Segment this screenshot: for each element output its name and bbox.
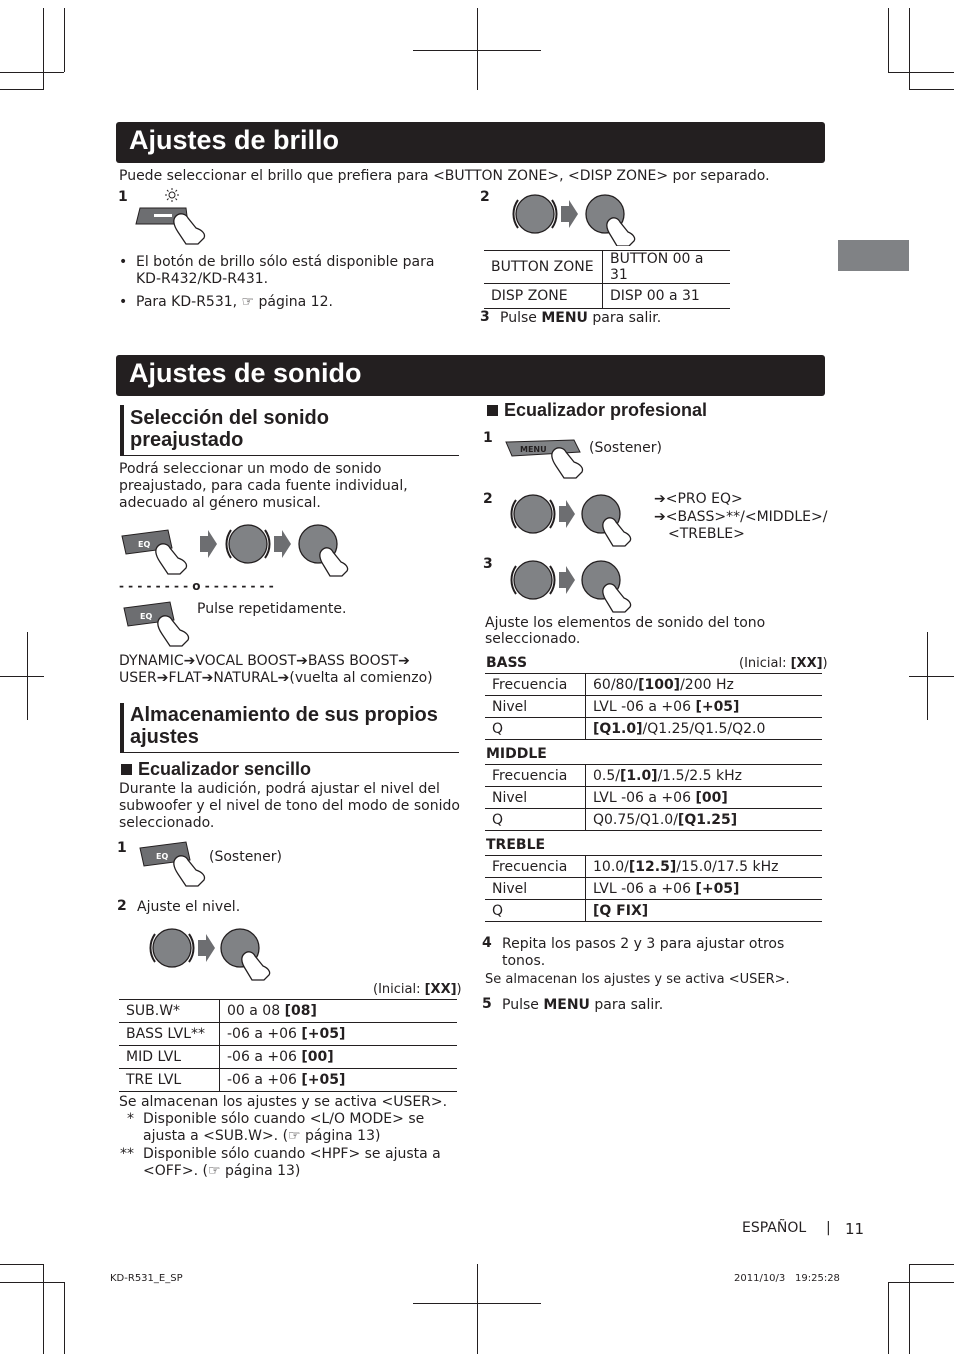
eq-text: EQ bbox=[140, 612, 153, 621]
arrow-right-icon bbox=[198, 934, 215, 962]
brillo-title: Ajustes de brillo bbox=[129, 125, 340, 155]
table-cell: Frecuencia bbox=[485, 674, 586, 696]
table-cell: Q bbox=[485, 809, 586, 831]
menu-label: MENU bbox=[541, 310, 588, 326]
text: [1.0] bbox=[619, 767, 658, 784]
table-row bbox=[485, 900, 822, 922]
or-separator: - - - - - - - - o - - - - - - - - bbox=[119, 579, 274, 593]
table-row bbox=[485, 787, 822, 809]
text: [Q1.0] bbox=[593, 720, 643, 737]
table-cell bbox=[586, 787, 823, 809]
brillo-bullet2: • Para KD-R531, ☞ página 12. bbox=[119, 294, 449, 311]
text: [08] bbox=[284, 1003, 317, 1019]
arrow-right-icon bbox=[200, 530, 217, 558]
brillo-step3-number: 3 bbox=[480, 309, 490, 325]
table-cell: Nivel bbox=[485, 787, 586, 809]
text: /1.5/2.5 kHz bbox=[657, 767, 742, 784]
table-cell bbox=[586, 696, 823, 718]
preajustado-body: Podrá seleccionar un modo de sonido preajustado, para cada fuente individual, adecuado al género musical. bbox=[119, 461, 408, 511]
rotate-knob-icon bbox=[226, 525, 269, 563]
sencillo-stored: Se almacenan los ajustes y se activa <USER>. bbox=[119, 1094, 448, 1110]
text: [Q FIX] bbox=[593, 902, 649, 919]
text: [100] bbox=[638, 676, 681, 693]
table-cell bbox=[586, 856, 823, 878]
text: /200 Hz bbox=[680, 676, 734, 693]
brightness-button-illustration bbox=[132, 186, 212, 246]
text: Q0.75/Q1.0/ bbox=[593, 811, 678, 828]
arrow-right-icon bbox=[561, 200, 578, 228]
text: para salir. bbox=[587, 310, 662, 326]
table-row bbox=[119, 1046, 457, 1069]
table-row bbox=[485, 696, 822, 718]
table-cell: BUTTON ZONE bbox=[484, 251, 603, 284]
text: -06 a +06 bbox=[227, 1072, 302, 1088]
square-bullet-icon bbox=[121, 764, 132, 775]
footer-separator: | bbox=[826, 1220, 831, 1236]
table-row bbox=[485, 878, 822, 900]
text: ) bbox=[822, 656, 828, 671]
text: [+05] bbox=[695, 880, 740, 897]
profesional-heading-text: Ecualizador profesional bbox=[504, 400, 708, 420]
pro-step4-number: 4 bbox=[482, 935, 492, 951]
press-knob-icon bbox=[299, 525, 348, 576]
text: [+05] bbox=[301, 1026, 346, 1042]
middle-table bbox=[485, 764, 822, 831]
preajustado-heading: Selección del sonido preajustado bbox=[130, 407, 329, 451]
table-cell: Nivel bbox=[485, 878, 586, 900]
text: /15.0/17.5 kHz bbox=[676, 858, 779, 875]
table-cell: TRE LVL bbox=[119, 1069, 220, 1092]
text: LVL -06 a +06 bbox=[593, 880, 696, 897]
sun-icon bbox=[165, 188, 179, 202]
table-cell bbox=[220, 1000, 458, 1023]
text: /Q1.25/Q1.5/Q2.0 bbox=[642, 720, 766, 737]
eq-hold-illustration bbox=[136, 840, 216, 892]
text: [Q1.25] bbox=[677, 811, 738, 828]
side-tab bbox=[838, 240, 909, 271]
brillo-intro: Puede seleccionar el brillo que prefiera para <BUTTON ZONE>, <DISP ZONE> por separado. bbox=[119, 168, 770, 184]
arrow-right-icon bbox=[559, 566, 575, 594]
table-cell bbox=[586, 900, 823, 922]
table-row bbox=[119, 1000, 457, 1023]
eq-button-illustration bbox=[120, 600, 200, 650]
middle-title: MIDDLE bbox=[486, 746, 547, 762]
bass-title: BASS bbox=[486, 655, 528, 671]
sencillo-table bbox=[119, 999, 457, 1092]
brillo-zone-table bbox=[484, 250, 730, 309]
footnote-text: Disponible sólo cuando <L/O MODE> se ajusta a <SUB.W>. (☞ página 13) bbox=[143, 1111, 425, 1144]
table-cell: DISP ZONE bbox=[484, 284, 603, 309]
sencillo-step2-number: 2 bbox=[117, 898, 127, 914]
table-row bbox=[485, 718, 822, 740]
text: -06 a +06 bbox=[227, 1049, 302, 1065]
table-cell: Q bbox=[485, 900, 586, 922]
rotate-knob-icon bbox=[511, 495, 554, 533]
table-row bbox=[484, 251, 730, 284]
pro-eq-option-1: ➔<PRO EQ> bbox=[654, 491, 743, 507]
sonido-banner bbox=[116, 355, 825, 396]
text: (Inicial: bbox=[739, 656, 791, 671]
table-cell bbox=[220, 1023, 458, 1046]
pro-sostener: (Sostener) bbox=[589, 440, 663, 456]
pro-step5-text bbox=[502, 997, 663, 1014]
text: 60/80/ bbox=[593, 676, 639, 693]
footnote-mark: * bbox=[127, 1111, 134, 1127]
sencillo-step2-text: Ajuste el nivel. bbox=[137, 899, 241, 915]
pro-eq-option-3: <TREBLE> bbox=[668, 526, 745, 542]
table-cell: BASS LVL** bbox=[119, 1023, 220, 1046]
eq-text: EQ bbox=[138, 540, 151, 549]
modes-line-1: DYNAMIC➔VOCAL BOOST➔BASS BOOST➔ bbox=[119, 653, 410, 669]
table-cell: Frecuencia bbox=[485, 856, 586, 878]
text: [+05] bbox=[695, 698, 740, 715]
footer-file: KD-R531_E_SP bbox=[110, 1273, 183, 1284]
text: LVL -06 a +06 bbox=[593, 698, 696, 715]
text: [12.5] bbox=[628, 858, 677, 875]
eq-text: EQ bbox=[156, 852, 169, 861]
table-row bbox=[119, 1023, 457, 1046]
brillo-bullet1-text: El botón de brillo sólo está disponible para KD-R432/KD-R431. bbox=[136, 254, 435, 287]
menu-text: MENU bbox=[520, 445, 547, 454]
table-cell bbox=[586, 765, 823, 787]
text: (Inicial: bbox=[373, 982, 425, 997]
treble-table bbox=[485, 855, 822, 922]
table-cell bbox=[586, 878, 823, 900]
table-cell: Nivel bbox=[485, 696, 586, 718]
table-row bbox=[485, 856, 822, 878]
almacen-heading: Almacenamiento de sus propios ajustes bbox=[130, 704, 438, 748]
text: LVL -06 a +06 bbox=[593, 789, 696, 806]
table-row bbox=[485, 765, 822, 787]
arrow-right-icon bbox=[274, 530, 291, 558]
table-cell: DISP 00 a 31 bbox=[603, 284, 731, 309]
brillo-step3-text bbox=[500, 310, 661, 327]
pro-knob-sequence-2 bbox=[505, 488, 655, 548]
table-cell bbox=[586, 809, 823, 831]
pro-step1-number: 1 bbox=[483, 430, 493, 446]
pro-knob-sequence-3 bbox=[505, 554, 655, 614]
text: [00] bbox=[695, 789, 728, 806]
footer-time: 19:25:28 bbox=[795, 1273, 840, 1284]
sostener-label: (Sostener) bbox=[209, 849, 283, 865]
text: [XX] bbox=[790, 656, 823, 671]
text: -06 a +06 bbox=[227, 1026, 302, 1042]
eq-knob-sequence bbox=[118, 518, 368, 580]
sencillo-step1-number: 1 bbox=[117, 840, 127, 856]
table-row bbox=[485, 809, 822, 831]
text: Pulse bbox=[502, 997, 544, 1013]
press-knob-icon bbox=[586, 195, 635, 246]
pro-step4-text: Repita los pasos 2 y 3 para ajustar otros tonos. bbox=[502, 936, 785, 969]
treble-title: TREBLE bbox=[486, 837, 546, 853]
page-number: 11 bbox=[845, 1220, 865, 1238]
pro-step5-number: 5 bbox=[482, 996, 492, 1012]
table-cell bbox=[586, 718, 823, 740]
modes-line-2: USER➔FLAT➔NATURAL➔(vuelta al comienzo) bbox=[119, 670, 433, 686]
sencillo-inicial bbox=[373, 981, 462, 998]
heading-underline bbox=[120, 752, 459, 753]
rotate-knob-icon bbox=[511, 561, 554, 599]
footer-language: ESPAÑOL bbox=[742, 1220, 807, 1236]
footnote-1 bbox=[119, 1111, 449, 1145]
sonido-title: Ajustes de sonido bbox=[129, 358, 362, 388]
press-knob-icon bbox=[582, 561, 631, 612]
text: Pulse bbox=[500, 310, 542, 326]
brillo-step2-number: 2 bbox=[480, 189, 490, 205]
table-cell: BUTTON 00 a 31 bbox=[603, 251, 731, 284]
footnote-mark: ** bbox=[120, 1146, 134, 1162]
table-row bbox=[485, 674, 822, 696]
pro-step2-number: 2 bbox=[483, 491, 493, 507]
table-row bbox=[484, 284, 730, 309]
heading-underline bbox=[120, 455, 459, 456]
text: para salir. bbox=[589, 997, 664, 1013]
pro-eq-option-2: ➔<BASS>**/<MIDDLE>/ bbox=[654, 509, 828, 525]
text: 10.0/ bbox=[593, 858, 629, 875]
text: ) bbox=[456, 982, 462, 997]
pro-step3-number: 3 bbox=[483, 556, 493, 572]
text: [+05] bbox=[301, 1072, 346, 1088]
text: 0.5/ bbox=[593, 767, 620, 784]
press-knob-icon bbox=[221, 929, 270, 980]
sencillo-body: Durante la audición, podrá ajustar el nivel del subwoofer y el nivel de tono del modo de sonido seleccionado. bbox=[119, 781, 460, 831]
press-knob-icon bbox=[582, 495, 631, 546]
profesional-heading bbox=[487, 400, 707, 420]
eq-button-icon bbox=[122, 530, 187, 574]
table-cell bbox=[220, 1046, 458, 1069]
rotate-knob-icon bbox=[150, 929, 193, 967]
table-cell bbox=[220, 1069, 458, 1092]
pro-adjust-text: Ajuste los elementos de sonido del tono seleccionado. bbox=[485, 615, 766, 647]
sencillo-heading bbox=[121, 759, 311, 779]
rotate-knob-icon bbox=[513, 195, 556, 233]
footnote-text: Disponible sólo cuando <HPF> se ajusta a <OFF>. (☞ página 13) bbox=[143, 1146, 441, 1179]
heading-bar bbox=[120, 703, 124, 753]
footnote-2 bbox=[119, 1146, 449, 1180]
brillo-banner bbox=[116, 122, 825, 163]
text: [XX] bbox=[424, 982, 457, 997]
text: [00] bbox=[301, 1049, 334, 1065]
arrow-right-icon bbox=[559, 500, 575, 528]
footer-date: 2011/10/3 bbox=[734, 1273, 786, 1284]
brillo-step1-number: 1 bbox=[118, 189, 128, 205]
table-row bbox=[119, 1069, 457, 1092]
brillo-bullet1: • El botón de brillo sólo está disponible para KD-R432/KD-R431. bbox=[119, 254, 449, 288]
pro-inicial bbox=[739, 655, 828, 672]
pulse-repeat-text: Pulse repetidamente. bbox=[197, 601, 347, 617]
pro-step4-note: Se almacenan los ajustes y se activa <USER>. bbox=[485, 972, 790, 987]
heading-bar bbox=[120, 405, 124, 455]
menu-hold-illustration bbox=[500, 430, 590, 484]
level-knob-sequence bbox=[142, 922, 292, 982]
table-cell: MID LVL bbox=[119, 1046, 220, 1069]
brillo-bullet2-text: Para KD-R531, ☞ página 12. bbox=[136, 294, 333, 310]
menu-label: MENU bbox=[543, 997, 590, 1013]
finger-icon bbox=[174, 214, 205, 244]
table-cell bbox=[586, 674, 823, 696]
text: 00 a 08 bbox=[227, 1003, 285, 1019]
table-cell: SUB.W* bbox=[119, 1000, 220, 1023]
sencillo-heading-text: Ecualizador sencillo bbox=[138, 759, 312, 779]
table-cell: Q bbox=[485, 718, 586, 740]
square-bullet-icon bbox=[487, 405, 498, 416]
bass-table bbox=[485, 673, 822, 740]
table-cell: Frecuencia bbox=[485, 765, 586, 787]
brillo-knob-sequence bbox=[505, 186, 665, 246]
